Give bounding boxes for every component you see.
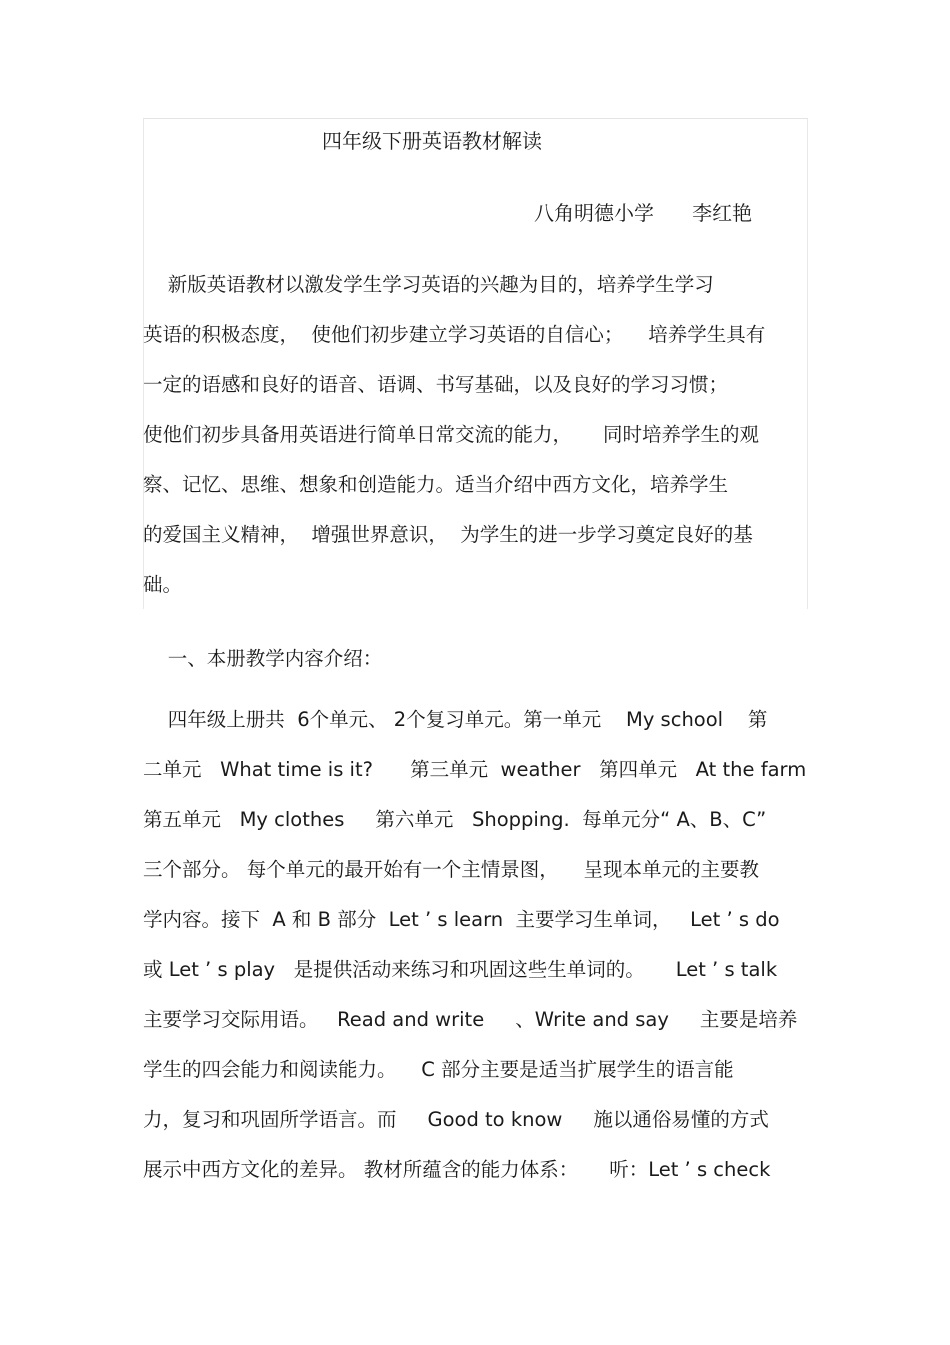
- body-line: 力，复习和巩固所学语言。而 Good to know 施以通俗易懂的方式: [143, 1108, 769, 1131]
- body-line: 三个部分。 每个单元的最开始有一个主情景图， 呈现本单元的主要教: [143, 858, 759, 881]
- intro-line: 察、记忆、思维、想象和创造能力。适当介绍中西方文化，培养学生: [143, 473, 729, 496]
- intro-line: 一定的语感和良好的语音、语调、书写基础，以及良好的学习习惯；: [143, 373, 729, 396]
- author-line: 八角明德小学 李红艳: [534, 201, 753, 225]
- intro-line: 英语的积极态度， 使他们初步建立学习英语的自信心； 培养学生具有: [143, 323, 766, 346]
- intro-line: 使他们初步具备用英语进行简单日常交流的能力， 同时培养学生的观: [143, 423, 759, 446]
- document-title: 四年级下册英语教材解读: [322, 129, 542, 153]
- body-line: 或 Let ’ s play 是提供活动来练习和巩固这些生单词的。 Let ’ s talk: [143, 958, 778, 981]
- body-line: 展示中西方文化的差异。 教材所蕴含的能力体系： 听：Let ’ s check: [143, 1158, 771, 1181]
- body-line: 二单元 What time is it? 第三单元 weather 第四单元 At the farm: [143, 758, 807, 781]
- body-line: 四年级上册共 6个单元、 2个复习单元。第一单元 My school 第: [143, 708, 768, 731]
- intro-line: 础。: [143, 573, 183, 596]
- body-line: 主要学习交际用语。 Read and write 、Write and say 主要是培养: [143, 1008, 798, 1031]
- intro-line: 新版英语教材以激发学生学习英语的兴趣为目的，培养学生学习: [143, 273, 714, 296]
- body-line: 学内容。接下 A 和 B 部分 Let ’ s learn 主要学习生单词， Let ’ s do: [143, 908, 780, 931]
- section-heading: 一、本册教学内容介绍：: [143, 647, 383, 670]
- body-line: 学生的四会能力和阅读能力。 C 部分主要是适当扩展学生的语言能: [143, 1058, 734, 1081]
- intro-line: 的爱国主义精神， 增强世界意识， 为学生的进一步学习奠定良好的基: [143, 523, 753, 546]
- body-line: 第五单元 My clothes 第六单元 Shopping. 每单元分“ A、B、C”: [143, 808, 767, 831]
